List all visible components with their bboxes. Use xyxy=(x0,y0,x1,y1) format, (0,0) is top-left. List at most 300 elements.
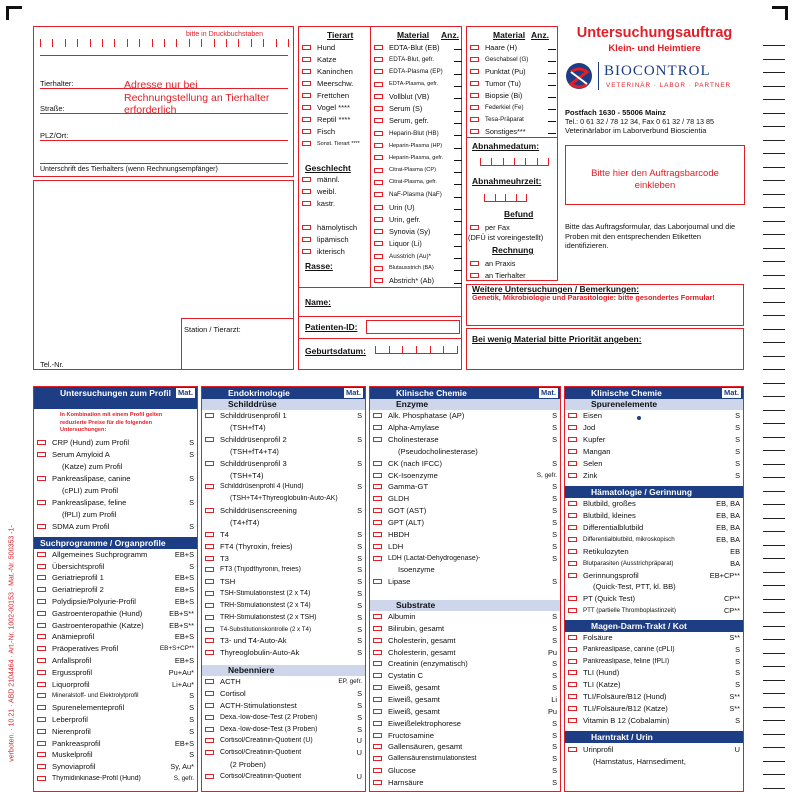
test-item[interactable] xyxy=(370,457,560,469)
checkbox-icon[interactable] xyxy=(373,733,382,738)
checkbox-icon[interactable] xyxy=(374,106,383,111)
test-item[interactable] xyxy=(202,611,365,623)
checkbox-icon[interactable] xyxy=(470,45,479,50)
checkbox-item[interactable] xyxy=(374,225,462,237)
test-item[interactable] xyxy=(202,699,365,711)
checkbox-icon[interactable] xyxy=(37,705,46,710)
count-line[interactable] xyxy=(454,179,462,185)
test-item[interactable] xyxy=(565,743,743,755)
checkbox-item[interactable] xyxy=(302,53,372,65)
checkbox-icon[interactable] xyxy=(373,461,382,466)
checkbox-icon[interactable] xyxy=(302,57,311,62)
checkbox-item[interactable] xyxy=(374,238,462,250)
test-item[interactable] xyxy=(565,569,743,581)
test-item[interactable] xyxy=(370,493,560,505)
checkbox-icon[interactable] xyxy=(470,93,479,98)
count-line[interactable] xyxy=(454,44,462,50)
count-line[interactable] xyxy=(548,128,556,134)
test-item[interactable] xyxy=(370,410,560,422)
checkbox-item[interactable] xyxy=(302,89,372,101)
test-item[interactable] xyxy=(370,741,560,753)
test-item[interactable] xyxy=(202,600,365,612)
checkbox-icon[interactable] xyxy=(37,693,46,698)
test-item[interactable] xyxy=(34,560,197,572)
checkbox-icon[interactable] xyxy=(374,241,383,246)
checkbox-icon[interactable] xyxy=(470,117,479,122)
checkbox-icon[interactable] xyxy=(302,249,311,254)
count-line[interactable] xyxy=(454,204,462,210)
test-item[interactable] xyxy=(202,552,365,564)
checkbox-icon[interactable] xyxy=(37,729,46,734)
checkbox-item[interactable] xyxy=(302,233,372,245)
test-item[interactable] xyxy=(34,549,197,561)
checkbox-icon[interactable] xyxy=(568,537,577,542)
checkbox-icon[interactable] xyxy=(205,413,214,418)
checkbox-icon[interactable] xyxy=(568,513,577,518)
checkbox-icon[interactable] xyxy=(302,177,311,182)
test-item[interactable] xyxy=(202,747,365,759)
checkbox-icon[interactable] xyxy=(302,225,311,230)
checkbox-icon[interactable] xyxy=(568,647,577,652)
checkbox-icon[interactable] xyxy=(373,532,382,537)
checkbox-icon[interactable] xyxy=(302,105,311,110)
checkbox-icon[interactable] xyxy=(373,425,382,430)
test-item[interactable] xyxy=(370,705,560,717)
checkbox-icon[interactable] xyxy=(205,567,214,572)
checkbox-icon[interactable] xyxy=(470,57,479,62)
checkbox-icon[interactable] xyxy=(568,659,577,664)
test-item[interactable] xyxy=(202,723,365,735)
checkbox-icon[interactable] xyxy=(302,45,311,50)
test-item[interactable] xyxy=(370,528,560,540)
checkbox-item[interactable] xyxy=(374,53,462,65)
checkbox-icon[interactable] xyxy=(373,437,382,442)
checkbox-item[interactable] xyxy=(374,250,462,262)
checkbox-item[interactable] xyxy=(470,89,556,101)
test-item[interactable] xyxy=(202,588,365,600)
test-item[interactable] xyxy=(565,457,743,469)
count-line[interactable] xyxy=(548,44,556,50)
checkbox-icon[interactable] xyxy=(470,129,479,134)
count-line[interactable] xyxy=(454,278,462,284)
test-item[interactable] xyxy=(370,682,560,694)
count-line[interactable] xyxy=(454,229,462,235)
checkbox-icon[interactable] xyxy=(37,717,46,722)
checkbox-item[interactable] xyxy=(374,102,462,114)
checkbox-item[interactable] xyxy=(470,53,556,65)
test-item[interactable] xyxy=(202,635,365,647)
checkbox-icon[interactable] xyxy=(373,650,382,655)
test-item[interactable] xyxy=(34,749,197,761)
checkbox-item[interactable] xyxy=(374,66,462,78)
test-item[interactable] xyxy=(34,725,197,737)
test-item[interactable] xyxy=(202,676,365,688)
test-item[interactable] xyxy=(565,422,743,434)
letter-boxes[interactable] xyxy=(40,46,288,56)
test-item[interactable] xyxy=(34,655,197,667)
checkbox-icon[interactable] xyxy=(373,756,382,761)
checkbox-icon[interactable] xyxy=(373,626,382,631)
checkbox-icon[interactable] xyxy=(374,192,383,197)
test-item[interactable] xyxy=(34,690,197,702)
checkbox-icon[interactable] xyxy=(470,225,479,230)
checkbox-item[interactable] xyxy=(374,78,462,90)
checkbox-icon[interactable] xyxy=(205,627,214,632)
checkbox-icon[interactable] xyxy=(205,691,214,696)
checkbox-icon[interactable] xyxy=(470,273,479,278)
checkbox-icon[interactable] xyxy=(568,706,577,711)
patid-field[interactable] xyxy=(366,320,460,334)
checkbox-icon[interactable] xyxy=(373,673,382,678)
count-line[interactable] xyxy=(454,106,462,112)
checkbox-icon[interactable] xyxy=(374,45,383,50)
checkbox-icon[interactable] xyxy=(374,118,383,123)
test-item[interactable] xyxy=(34,666,197,678)
count-line[interactable] xyxy=(454,56,462,62)
checkbox-icon[interactable] xyxy=(37,682,46,687)
test-item[interactable] xyxy=(370,540,560,552)
test-item[interactable] xyxy=(202,434,365,446)
test-item[interactable] xyxy=(202,481,365,493)
checkbox-icon[interactable] xyxy=(373,780,382,785)
test-item[interactable] xyxy=(34,619,197,631)
checkbox-item[interactable] xyxy=(302,197,372,209)
test-item[interactable] xyxy=(565,510,743,522)
count-line[interactable] xyxy=(454,192,462,198)
checkbox-icon[interactable] xyxy=(37,452,46,457)
checkbox-icon[interactable] xyxy=(302,69,311,74)
test-item[interactable] xyxy=(370,717,560,729)
checkbox-icon[interactable] xyxy=(568,747,577,752)
checkbox-item[interactable] xyxy=(374,176,462,188)
checkbox-item[interactable] xyxy=(302,173,372,185)
checkbox-icon[interactable] xyxy=(373,520,382,525)
checkbox-icon[interactable] xyxy=(374,278,383,283)
count-line[interactable] xyxy=(454,241,462,247)
checkbox-icon[interactable] xyxy=(205,727,214,732)
test-item[interactable] xyxy=(34,607,197,619)
test-item[interactable] xyxy=(565,703,743,715)
checkbox-icon[interactable] xyxy=(373,614,382,619)
checkbox-item[interactable] xyxy=(470,269,556,281)
checkbox-item[interactable] xyxy=(302,77,372,89)
test-item[interactable] xyxy=(370,658,560,670)
test-item[interactable] xyxy=(565,714,743,726)
checkbox-icon[interactable] xyxy=(205,774,214,779)
checkbox-icon[interactable] xyxy=(374,180,383,185)
checkbox-icon[interactable] xyxy=(205,650,214,655)
test-item[interactable] xyxy=(34,773,197,785)
test-item[interactable] xyxy=(370,694,560,706)
checkbox-icon[interactable] xyxy=(205,532,214,537)
test-item[interactable] xyxy=(370,765,560,777)
checkbox-icon[interactable] xyxy=(373,473,382,478)
checkbox-icon[interactable] xyxy=(205,715,214,720)
checkbox-icon[interactable] xyxy=(205,437,214,442)
checkbox-icon[interactable] xyxy=(37,575,46,580)
test-item[interactable] xyxy=(370,434,560,446)
checkbox-item[interactable] xyxy=(374,213,462,225)
checkbox-item[interactable] xyxy=(374,275,462,287)
test-item[interactable] xyxy=(370,552,560,564)
checkbox-icon[interactable] xyxy=(205,738,214,743)
checkbox-icon[interactable] xyxy=(373,544,382,549)
abnahmedatum-field[interactable] xyxy=(480,165,548,166)
test-item[interactable] xyxy=(370,753,560,765)
checkbox-icon[interactable] xyxy=(374,82,383,87)
checkbox-icon[interactable] xyxy=(568,682,577,687)
test-item[interactable] xyxy=(565,434,743,446)
checkbox-icon[interactable] xyxy=(470,81,479,86)
test-item[interactable] xyxy=(202,564,365,576)
test-item[interactable] xyxy=(202,576,365,588)
test-item[interactable] xyxy=(370,576,560,588)
checkbox-item[interactable] xyxy=(302,114,372,126)
test-item[interactable] xyxy=(370,505,560,517)
test-item[interactable] xyxy=(565,632,743,644)
checkbox-icon[interactable] xyxy=(37,476,46,481)
abnahmeuhrzeit-field[interactable] xyxy=(484,201,526,202)
checkbox-item[interactable] xyxy=(374,127,462,139)
test-item[interactable] xyxy=(202,711,365,723)
checkbox-icon[interactable] xyxy=(373,413,382,418)
checkbox-icon[interactable] xyxy=(37,623,46,628)
test-item[interactable] xyxy=(34,702,197,714)
count-line[interactable] xyxy=(454,81,462,87)
test-item[interactable] xyxy=(370,729,560,741)
checkbox-icon[interactable] xyxy=(568,635,577,640)
test-item[interactable] xyxy=(202,540,365,552)
checkbox-item[interactable] xyxy=(374,164,462,176)
checkbox-icon[interactable] xyxy=(568,413,577,418)
checkbox-item[interactable] xyxy=(470,257,556,269)
test-item[interactable] xyxy=(370,611,560,623)
checkbox-icon[interactable] xyxy=(568,573,577,578)
checkbox-icon[interactable] xyxy=(568,525,577,530)
count-line[interactable] xyxy=(548,68,556,74)
checkbox-icon[interactable] xyxy=(568,473,577,478)
count-line[interactable] xyxy=(454,167,462,173)
count-line[interactable] xyxy=(454,143,462,149)
test-item[interactable] xyxy=(370,481,560,493)
checkbox-icon[interactable] xyxy=(374,143,383,148)
checkbox-icon[interactable] xyxy=(37,646,46,651)
checkbox-icon[interactable] xyxy=(373,579,382,584)
checkbox-item[interactable] xyxy=(470,101,556,113)
test-item[interactable] xyxy=(34,643,197,655)
count-line[interactable] xyxy=(548,80,556,86)
checkbox-icon[interactable] xyxy=(205,703,214,708)
test-item[interactable] xyxy=(565,655,743,667)
checkbox-icon[interactable] xyxy=(568,694,577,699)
checkbox-item[interactable] xyxy=(302,101,372,113)
test-item[interactable] xyxy=(565,545,743,557)
test-item[interactable] xyxy=(202,623,365,635)
checkbox-item[interactable] xyxy=(374,262,462,274)
test-item[interactable] xyxy=(370,517,560,529)
test-item[interactable] xyxy=(34,584,197,596)
checkbox-icon[interactable] xyxy=(373,661,382,666)
test-item[interactable] xyxy=(565,691,743,703)
test-item[interactable] xyxy=(370,634,560,646)
checkbox-icon[interactable] xyxy=(205,603,214,608)
test-item[interactable] xyxy=(370,422,560,434)
checkbox-icon[interactable] xyxy=(568,449,577,454)
checkbox-icon[interactable] xyxy=(205,750,214,755)
checkbox-icon[interactable] xyxy=(205,508,214,513)
test-item[interactable] xyxy=(370,469,560,481)
checkbox-item[interactable] xyxy=(374,115,462,127)
checkbox-icon[interactable] xyxy=(302,129,311,134)
count-line[interactable] xyxy=(454,265,462,271)
checkbox-icon[interactable] xyxy=(37,611,46,616)
test-item[interactable] xyxy=(565,469,743,481)
checkbox-icon[interactable] xyxy=(374,94,383,99)
test-item[interactable] xyxy=(565,643,743,655)
checkbox-icon[interactable] xyxy=(37,500,46,505)
checkbox-icon[interactable] xyxy=(373,709,382,714)
checkbox-icon[interactable] xyxy=(374,266,383,271)
test-item[interactable] xyxy=(202,505,365,517)
count-line[interactable] xyxy=(454,216,462,222)
plz-line[interactable] xyxy=(40,140,288,141)
test-item[interactable] xyxy=(34,521,197,533)
checkbox-item[interactable] xyxy=(470,65,556,77)
test-item[interactable] xyxy=(202,735,365,747)
checkbox-item[interactable] xyxy=(374,139,462,151)
test-item[interactable] xyxy=(565,605,743,617)
checkbox-icon[interactable] xyxy=(373,484,382,489)
checkbox-icon[interactable] xyxy=(568,596,577,601)
checkbox-icon[interactable] xyxy=(37,599,46,604)
checkbox-icon[interactable] xyxy=(568,670,577,675)
checkbox-icon[interactable] xyxy=(568,549,577,554)
test-item[interactable] xyxy=(202,410,365,422)
count-line[interactable] xyxy=(548,56,556,62)
checkbox-item[interactable] xyxy=(302,138,372,150)
checkbox-icon[interactable] xyxy=(568,425,577,430)
checkbox-icon[interactable] xyxy=(205,556,214,561)
test-item[interactable] xyxy=(565,446,743,458)
checkbox-item[interactable] xyxy=(470,41,556,53)
checkbox-icon[interactable] xyxy=(37,752,46,757)
test-item[interactable] xyxy=(34,596,197,608)
count-line[interactable] xyxy=(454,69,462,75)
checkbox-icon[interactable] xyxy=(374,217,383,222)
checkbox-item[interactable] xyxy=(374,189,462,201)
checkbox-icon[interactable] xyxy=(302,117,311,122)
count-line[interactable] xyxy=(548,104,556,110)
test-item[interactable] xyxy=(202,647,365,659)
checkbox-icon[interactable] xyxy=(37,776,46,781)
checkbox-icon[interactable] xyxy=(374,69,383,74)
checkbox-icon[interactable] xyxy=(205,484,214,489)
checkbox-icon[interactable] xyxy=(568,608,577,613)
checkbox-icon[interactable] xyxy=(37,658,46,663)
count-line[interactable] xyxy=(548,92,556,98)
count-line[interactable] xyxy=(454,155,462,161)
checkbox-icon[interactable] xyxy=(302,237,311,242)
checkbox-icon[interactable] xyxy=(37,564,46,569)
checkbox-icon[interactable] xyxy=(374,131,383,136)
checkbox-item[interactable] xyxy=(302,245,372,257)
checkbox-icon[interactable] xyxy=(470,105,479,110)
checkbox-icon[interactable] xyxy=(374,168,383,173)
checkbox-icon[interactable] xyxy=(37,634,46,639)
checkbox-icon[interactable] xyxy=(37,741,46,746)
checkbox-icon[interactable] xyxy=(373,721,382,726)
checkbox-icon[interactable] xyxy=(302,93,311,98)
checkbox-icon[interactable] xyxy=(205,461,214,466)
count-line[interactable] xyxy=(454,93,462,99)
checkbox-item[interactable] xyxy=(302,185,372,197)
test-item[interactable] xyxy=(34,572,197,584)
checkbox-icon[interactable] xyxy=(470,69,479,74)
checkbox-icon[interactable] xyxy=(374,229,383,234)
checkbox-icon[interactable] xyxy=(37,552,46,557)
checkbox-icon[interactable] xyxy=(373,508,382,513)
test-item[interactable] xyxy=(565,522,743,534)
test-item[interactable] xyxy=(565,679,743,691)
count-line[interactable] xyxy=(454,118,462,124)
checkbox-icon[interactable] xyxy=(302,81,311,86)
checkbox-icon[interactable] xyxy=(37,524,46,529)
test-item[interactable] xyxy=(34,761,197,773)
checkbox-icon[interactable] xyxy=(302,189,311,194)
checkbox-icon[interactable] xyxy=(373,496,382,501)
count-line[interactable] xyxy=(454,130,462,136)
checkbox-icon[interactable] xyxy=(205,638,214,643)
test-item[interactable] xyxy=(34,631,197,643)
test-item[interactable] xyxy=(34,473,197,485)
checkbox-item[interactable] xyxy=(302,65,372,77)
checkbox-icon[interactable] xyxy=(302,141,311,146)
checkbox-icon[interactable] xyxy=(37,670,46,675)
geburt-field[interactable] xyxy=(375,353,457,354)
checkbox-icon[interactable] xyxy=(37,440,46,445)
test-item[interactable] xyxy=(370,776,560,788)
test-item[interactable] xyxy=(565,593,743,605)
count-line[interactable] xyxy=(454,253,462,259)
test-item[interactable] xyxy=(34,449,197,461)
checkbox-item[interactable] xyxy=(374,152,462,164)
test-item[interactable] xyxy=(202,528,365,540)
checkbox-icon[interactable] xyxy=(373,697,382,702)
checkbox-icon[interactable] xyxy=(205,615,214,620)
checkbox-item[interactable] xyxy=(302,221,372,233)
checkbox-item[interactable] xyxy=(470,221,556,233)
checkbox-icon[interactable] xyxy=(373,744,382,749)
checkbox-icon[interactable] xyxy=(205,679,214,684)
test-item[interactable] xyxy=(202,457,365,469)
checkbox-icon[interactable] xyxy=(205,579,214,584)
checkbox-icon[interactable] xyxy=(568,437,577,442)
checkbox-icon[interactable] xyxy=(470,261,479,266)
checkbox-icon[interactable] xyxy=(374,57,383,62)
checkbox-icon[interactable] xyxy=(568,461,577,466)
checkbox-item[interactable] xyxy=(470,125,556,137)
test-item[interactable] xyxy=(202,688,365,700)
checkbox-item[interactable] xyxy=(374,201,462,213)
test-item[interactable] xyxy=(370,646,560,658)
test-item[interactable] xyxy=(34,497,197,509)
checkbox-icon[interactable] xyxy=(37,587,46,592)
count-line[interactable] xyxy=(548,116,556,122)
test-item[interactable] xyxy=(565,410,743,422)
test-item[interactable] xyxy=(370,623,560,635)
test-item[interactable] xyxy=(565,667,743,679)
checkbox-item[interactable] xyxy=(374,90,462,102)
